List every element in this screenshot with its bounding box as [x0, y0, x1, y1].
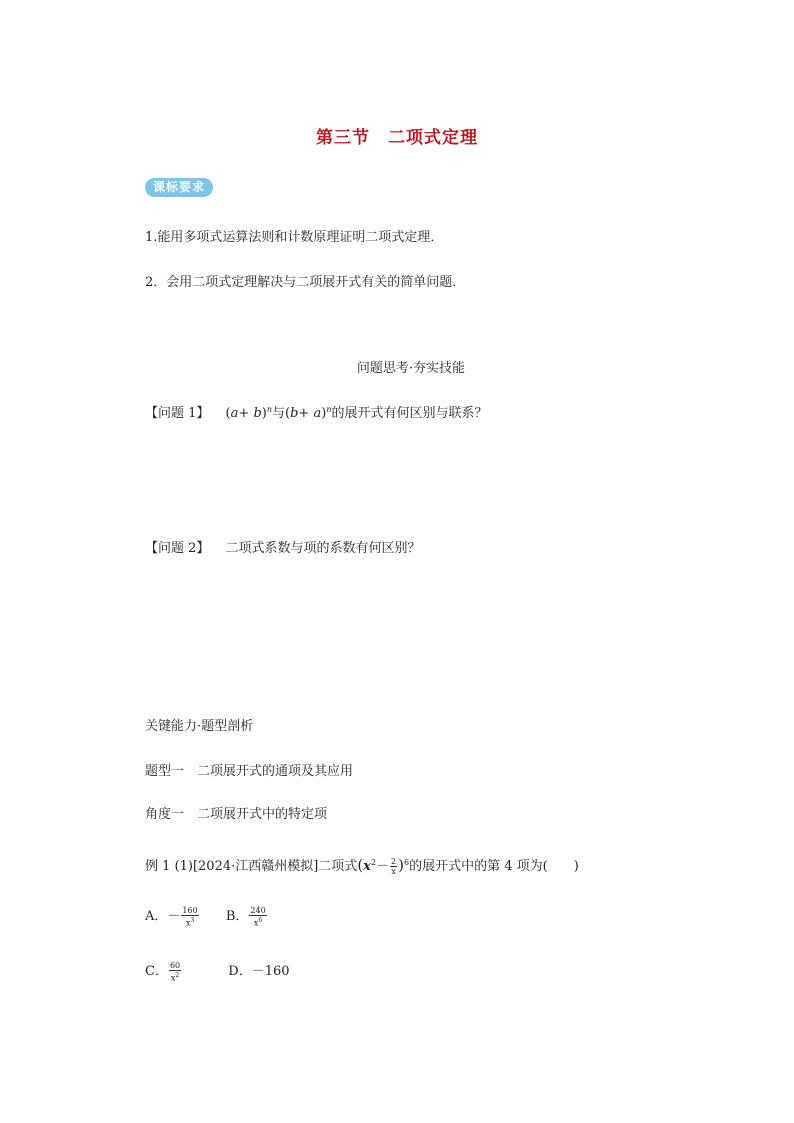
- options-row-ab: [145, 902, 268, 932]
- option-a-den: x: [185, 918, 191, 928]
- option-c-fraction: [169, 961, 181, 983]
- requirement-2: 2．会用二项式定理解决与二项展开式有关的简单问题．: [145, 275, 466, 290]
- question-1-mid: 与: [272, 406, 286, 421]
- requirement-1: 1.能用多项式运算法则和计数原理证明二项式定理．: [145, 230, 444, 245]
- option-b-label: B．: [225, 909, 249, 924]
- plus-sign-2: +: [298, 406, 310, 421]
- options-row-cd: [145, 957, 290, 987]
- question-2-label: 【问题 2】: [145, 541, 210, 556]
- option-d-text: －160: [251, 964, 290, 979]
- option-a-fraction: [181, 906, 198, 928]
- example-1-prefix: 例 1 (1)[2024·江西赣州模拟]二项式: [145, 859, 358, 874]
- option-c-den-exp: 2: [175, 971, 180, 979]
- exp-n: n: [266, 405, 272, 414]
- option-a-sign: －: [167, 909, 181, 924]
- example-1: 例 1 (1)[2024·江西赣州模拟]二项式($x^2-$ $\frac{2}{x}$ )$^6$的展开式中的第 4 项为( ): [145, 856, 579, 876]
- question-2-text: 二项式系数与项的系数有何区别？: [225, 541, 421, 556]
- example-power: 6: [404, 858, 410, 867]
- section-heading-thinking: [0, 357, 794, 376]
- angle-1: 角度一 二项展开式中的特定项: [145, 807, 328, 822]
- example-frac-den: x: [391, 867, 396, 876]
- var-b-2: b: [290, 406, 299, 421]
- topic-1: 题型一 二项展开式的通项及其应用: [145, 764, 354, 779]
- question-1: 【问题 1】 $(a+ b)^n$与$(b+ a)^n$的展开式有何区别与联系？: [145, 405, 488, 421]
- requirements-badge: 课标要求: [145, 178, 213, 197]
- example-minus: －: [376, 859, 390, 874]
- option-b-num: 240: [250, 905, 266, 915]
- option-b-den-exp: 6: [258, 916, 263, 924]
- section-heading-ability: 关键能力·题型剖析: [145, 719, 254, 734]
- option-d-label: D．: [228, 964, 252, 979]
- option-a-label: A．: [145, 909, 168, 924]
- page-title: 第三节 二项式定理: [316, 128, 478, 148]
- var-a-2: a: [313, 406, 322, 421]
- option-b-den: x: [253, 918, 259, 928]
- example-exp-2: 2: [370, 858, 377, 867]
- option-c-den: x: [170, 973, 176, 983]
- exp-n-2: n: [326, 405, 332, 414]
- example-frac-num: 2: [391, 857, 397, 866]
- option-c-num: 60: [169, 960, 181, 970]
- question-1-tail: 的展开式有何区别与联系？: [331, 406, 488, 421]
- option-a-num: 160: [182, 905, 198, 915]
- section-heading-thinking-text: 问题思考·夯实技能: [356, 361, 466, 376]
- example-var-x: x: [363, 859, 371, 874]
- option-a-den-exp: 3: [190, 916, 195, 924]
- option-c-label: C．: [145, 964, 168, 979]
- question-1-label: 【问题 1】: [145, 406, 210, 421]
- question-2: [145, 537, 421, 556]
- plus-sign: +: [238, 406, 250, 421]
- var-b: b: [253, 406, 262, 421]
- example-fraction: [390, 857, 397, 876]
- example-1-suffix: 的展开式中的第 4 项为( ): [409, 859, 579, 874]
- option-b-fraction: [249, 906, 266, 928]
- var-a: a: [230, 406, 239, 421]
